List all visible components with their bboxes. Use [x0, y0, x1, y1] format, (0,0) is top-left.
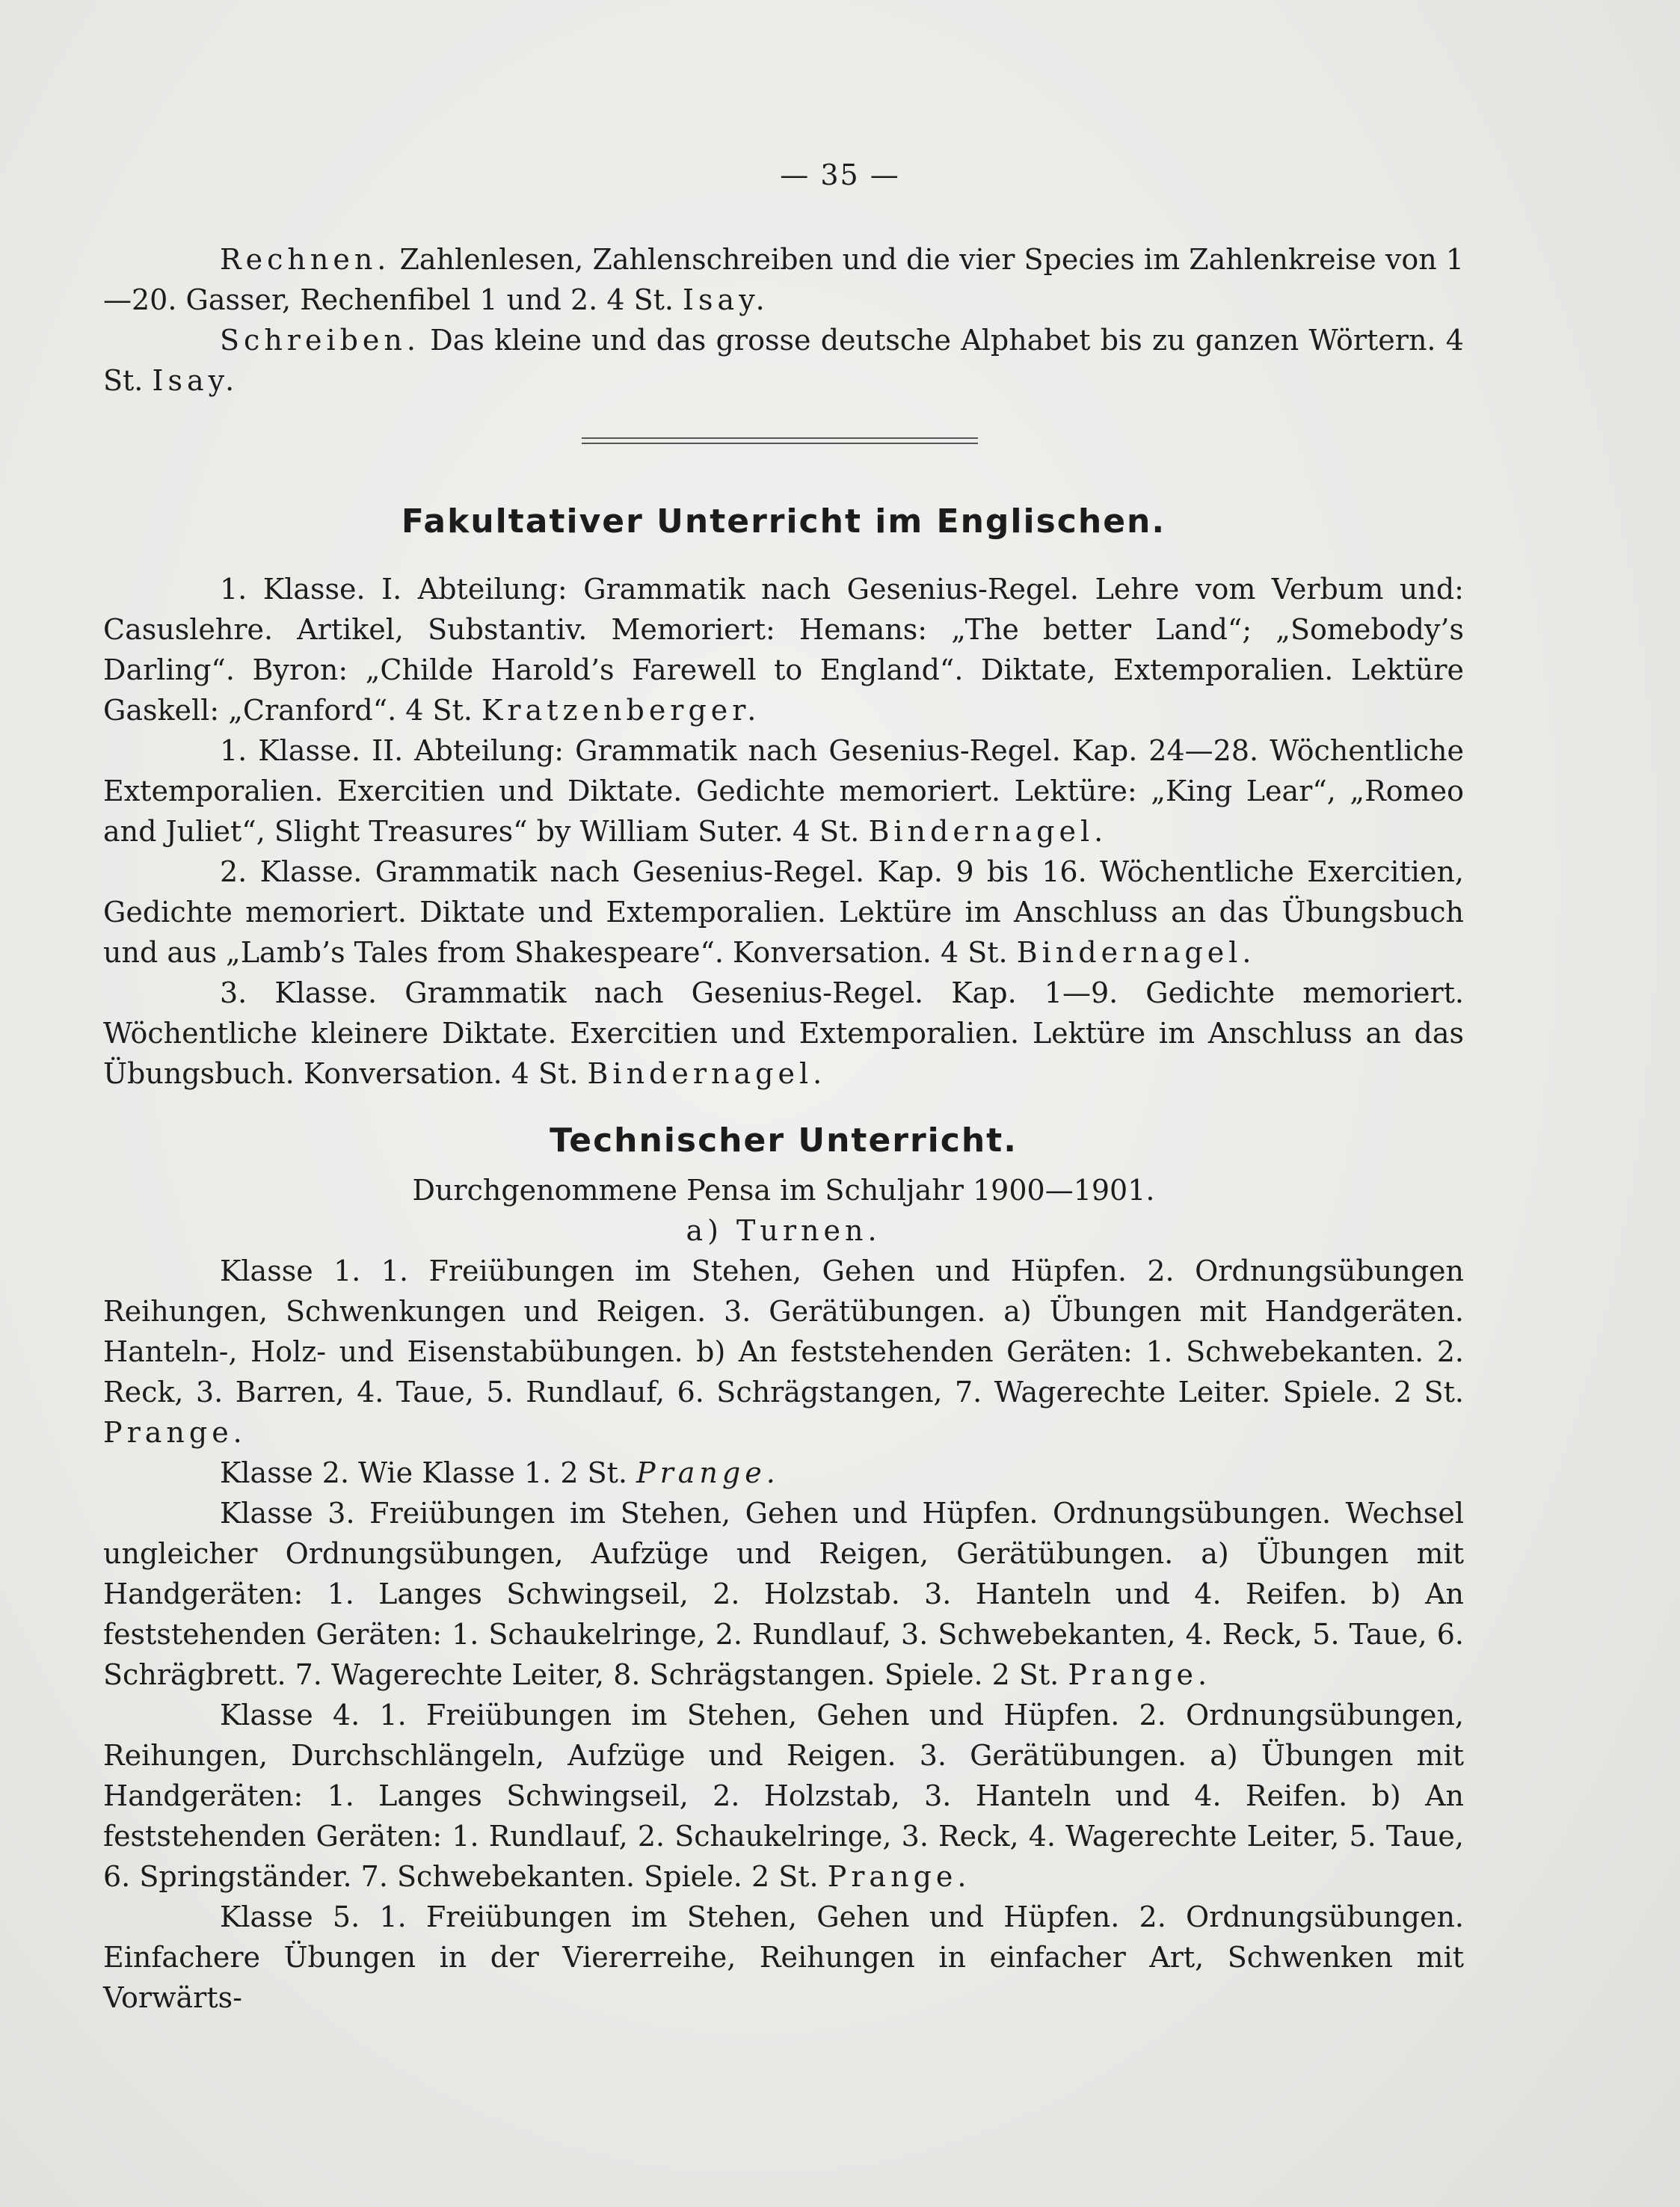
teacher-name: Bindernagel. [868, 815, 1108, 848]
technisch-subheading: Durchgenommene Pensa im Schuljahr 1900—1901. [412, 1174, 1155, 1207]
teacher-name: Kratzenberger. [481, 694, 761, 727]
teacher-name: Prange. [636, 1456, 780, 1489]
technisch-section [103, 1121, 1464, 2018]
teacher-name: Bindernagel. [1016, 936, 1256, 969]
englisch-heading: Fakultativer Unterricht im Englischen. [401, 502, 1166, 541]
turnen-paragraph [103, 1251, 1464, 1453]
englisch-paragraph [103, 973, 1464, 1094]
section-divider [582, 437, 978, 448]
schreiben-label: Schreiben. [220, 324, 420, 357]
rechnen-teacher: Isay. [683, 283, 769, 316]
paragraph-text: 3. Klasse. Grammatik nach Gesenius-Regel. Kap. 1—9. Gedichte memoriert. Wöchentliche kleinere Diktate. Exercitien und Extemporalien. Lektüre im Anschluss an das Übungsbuch. Konversation. 4 St. [103, 976, 1464, 1090]
turnen-subheading: a) Turnen. [686, 1214, 881, 1247]
turnen-paragraph [103, 1493, 1464, 1695]
paragraph-text: Klasse 4. 1. Freiübungen im Stehen, Gehen und Hüpfen. 2. Ordnungsübungen, Reihungen, Durchschlängeln, Aufzüge und Reigen. 3. Gerätübungen. a) Übungen mit Handgeräten: 1. Langes Schwingseil, 2. Holzstab, 3. Hanteln und 4. Reifen. b) An feststehenden Geräten: 1. Rundlauf, 2. Schaukelringe, 3. Reck, 4. Wagerechte Leiter, 5. Taue, 6. Springständer. 7. Schwebekanten. Spiele. 2 St. [103, 1699, 1464, 1893]
teacher-name: Prange. [827, 1860, 971, 1893]
rechnen-text: Zahlenlesen, Zahlenschreiben und die vier Species im Zahlenkreise von 1—20. Gasser, Rechenfibel 1 und 2. 4 St. [103, 243, 1464, 316]
teacher-name: Prange. [1068, 1658, 1212, 1691]
teacher-name: Prange. [103, 1416, 247, 1449]
rechnen-paragraph [103, 239, 1464, 320]
paragraph-text: Klasse 2. Wie Klasse 1. 2 St. [220, 1456, 627, 1489]
top-section [103, 239, 1464, 401]
paragraph-text: Klasse 1. 1. Freiübungen im Stehen, Gehen und Hüpfen. 2. Ordnungsübungen Reihungen, Schwenkungen und Reigen. 3. Gerätübungen. a) Übungen mit Handgeräten. Hanteln-, Holz- und Eisenstabübungen. b) An feststehenden Geräten: 1. Schwebekanten. 2. Reck, 3. Barren, 4. Taue, 5. Rundlauf, 6. Schrägstangen, 7. Wagerechte Leiter. Spiele. 2 St. [103, 1255, 1464, 1409]
paragraph-text: 1. Klasse. I. Abteilung: Grammatik nach Gesenius-Regel. Lehre vom Verbum und: Casuslehre. Artikel, Substantiv. Memoriert: Hemans: „The better Land“; „Somebody’s Darling“. Byron: „Childe Harold’s Farewell to England“. Diktate, Extemporalien. Lektüre Gaskell: „Cranford“. 4 St. [103, 573, 1464, 727]
paragraph-text: Klasse 3. Freiübungen im Stehen, Gehen und Hüpfen. Ordnungsübungen. Wechsel ungleicher Ordnungsübungen, Aufzüge und Reigen, Gerätübungen. a) Übungen mit Handgeräten: 1. Langes Schwingseil, 2. Holzstab. 3. Hanteln und 4. Reifen. b) An feststehenden Geräten: 1. Schaukelringe, 2. Rundlauf, 3. Schwebekanten, 4. Reck, 5. Taue, 6. Schrägbrett. 7. Wagerechte Leiter, 8. Schrägstangen. Spiele. 2 St. [103, 1497, 1464, 1691]
rechnen-label: Rechnen. [220, 243, 391, 276]
schreiben-paragraph [103, 320, 1464, 401]
paragraph-text: 2. Klasse. Grammatik nach Gesenius-Regel. Kap. 9 bis 16. Wöchentliche Exercitien, Gedichte memoriert. Diktate und Extemporalien. Lektüre im Anschluss an das Übungsbuch und aus „Lamb’s Tales from Shakespeare“. Konversation. 4 St. [103, 855, 1464, 969]
englisch-section [103, 502, 1464, 1094]
schreiben-text: Das kleine und das grosse deutsche Alphabet bis zu ganzen Wörtern. 4 St. [103, 324, 1464, 397]
turnen-paragraph [103, 1695, 1464, 1897]
paragraph-text: Klasse 5. 1. Freiübungen im Stehen, Gehen und Hüpfen. 2. Ordnungsübungen. Einfachere Übungen in der Viererreihe, Reihungen in einfacher Art, Schwenken mit Vorwärts- [103, 1900, 1464, 2014]
englisch-paragraph [103, 730, 1464, 852]
teacher-name: Bindernagel. [587, 1057, 827, 1090]
technisch-heading: Technischer Unterricht. [550, 1121, 1018, 1160]
schreiben-teacher: Isay. [152, 364, 239, 397]
englisch-paragraph [103, 852, 1464, 973]
turnen-paragraph [103, 1897, 1464, 2018]
paragraph-text: 1. Klasse. II. Abteilung: Grammatik nach Gesenius-Regel. Kap. 24—28. Wöchentliche Extemporalien. Exercitien und Diktate. Gedichte memoriert. Lektüre: „King Lear“, „Romeo and Juliet“, Slight Treasures“ by William Suter. 4 St. [103, 734, 1464, 848]
englisch-paragraph [103, 569, 1464, 730]
page-number: — 35 — [780, 158, 900, 191]
turnen-paragraph [103, 1453, 1464, 1493]
